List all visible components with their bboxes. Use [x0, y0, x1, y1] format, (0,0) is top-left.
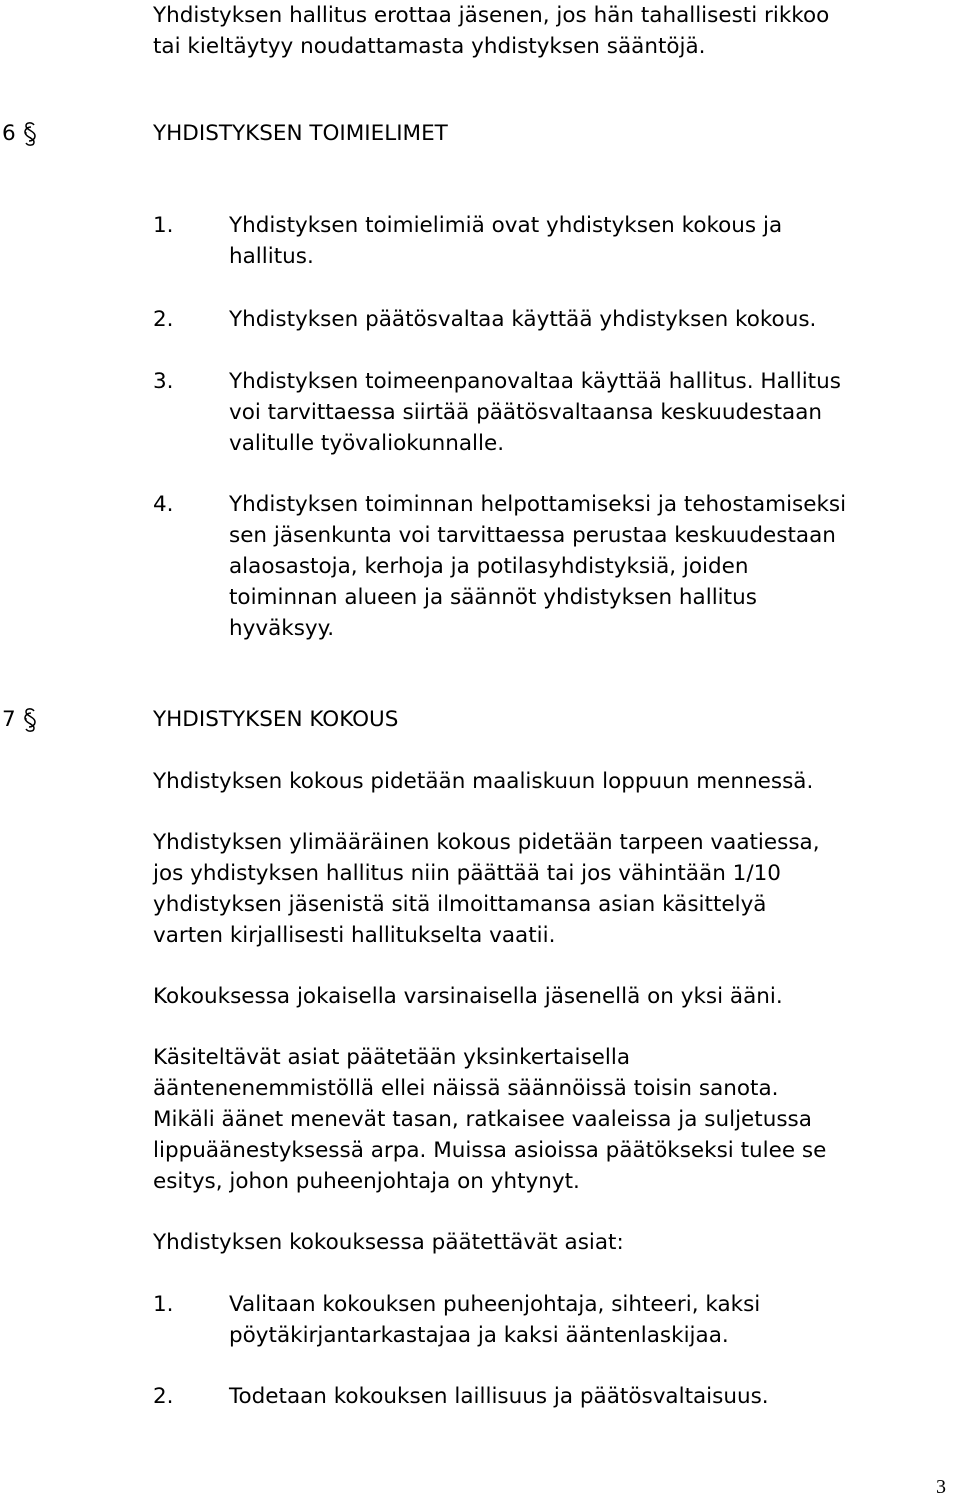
list-item-line: alaosastoja, kerhoja ja potilasyhdistyksiä, joiden [229, 554, 749, 579]
list-item-number: 4. [153, 492, 174, 517]
list-item-number: 2. [153, 1384, 174, 1409]
list-item-line: Yhdistyksen päätösvaltaa käyttää yhdistyksen kokous. [229, 307, 817, 332]
paragraph-line: Yhdistyksen kokouksessa päätettävät asiat: [153, 1230, 624, 1255]
list-item-text [229, 210, 949, 272]
list-item-line: pöytäkirjantarkastajaa ja kaksi ääntenlaskijaa. [229, 1323, 729, 1348]
intro-line: Yhdistyksen hallitus erottaa jäsenen, jos hän tahallisesti rikkoo [153, 3, 830, 28]
paragraph-line: Yhdistyksen ylimääräinen kokous pidetään tarpeen vaatiessa, [153, 830, 820, 855]
list-item-line: Yhdistyksen toimielimiä ovat yhdistyksen kokous ja [229, 213, 783, 238]
list-item-line: hallitus. [229, 244, 314, 269]
list-item-number: 1. [153, 1292, 174, 1317]
page-number: 3 [936, 1476, 946, 1498]
paragraph [153, 827, 943, 951]
list-item-line: Yhdistyksen toiminnan helpottamiseksi ja tehostamiseksi [229, 492, 847, 517]
paragraph-line: lippuäänestyksessä arpa. Muissa asioissa päätökseksi tulee se [153, 1138, 827, 1163]
section-sign-icon [22, 707, 38, 733]
list-item-line: toiminnan alueen ja säännöt yhdistyksen hallitus [229, 585, 757, 610]
paragraph-line: Yhdistyksen kokous pidetään maaliskuun loppuun mennessä. [153, 769, 814, 794]
paragraph [153, 766, 943, 797]
paragraph-line: Kokouksessa jokaisella varsinaisella jäsenellä on yksi ääni. [153, 984, 783, 1009]
paragraph-line: esitys, johon puheenjohtaja on yhtynyt. [153, 1169, 580, 1194]
intro-paragraph [153, 0, 943, 62]
list-item-line: sen jäsenkunta voi tarvittaessa perustaa keskuudestaan [229, 523, 836, 548]
list-item-text [229, 1381, 949, 1412]
list-item-number: 2. [153, 307, 174, 332]
list-item-line: valitulle työvaliokunnalle. [229, 431, 505, 456]
paragraph-line: yhdistyksen jäsenistä sitä ilmoittamansa asian käsittelyä [153, 892, 767, 917]
section-6-title: YHDISTYKSEN TOIMIELIMET [153, 121, 448, 146]
list-item-text [229, 304, 949, 335]
list-item-line: Valitaan kokouksen puheenjohtaja, sihteeri, kaksi [229, 1292, 761, 1317]
paragraph-line: varten kirjallisesti hallitukselta vaatii. [153, 923, 556, 948]
paragraph-line: jos yhdistyksen hallitus niin päättää tai jos vähintään 1/10 [153, 861, 781, 886]
list-item-line: voi tarvittaessa siirtää päätösvaltaansa keskuudestaan [229, 400, 823, 425]
list-item-line: Yhdistyksen toimeenpanovaltaa käyttää hallitus. Hallitus [229, 369, 841, 394]
paragraph [153, 981, 943, 1012]
section-sign-icon [22, 121, 38, 147]
list-item-line: Todetaan kokouksen laillisuus ja päätösvaltaisuus. [229, 1384, 769, 1409]
section-6-number: 6 [2, 121, 16, 146]
list-item-number: 1. [153, 213, 174, 238]
section-7-title: YHDISTYKSEN KOKOUS [153, 707, 399, 732]
list-item-text [229, 1289, 949, 1351]
intro-line: tai kieltäytyy noudattamasta yhdistyksen sääntöjä. [153, 34, 706, 59]
list-item-text [229, 366, 949, 459]
paragraph-line: ääntenenemmistöllä ellei näissä säännöissä toisin sanota. [153, 1076, 779, 1101]
paragraph [153, 1227, 943, 1258]
list-item-line: hyväksyy. [229, 616, 335, 641]
paragraph-line: Käsiteltävät asiat päätetään yksinkertaisella [153, 1045, 631, 1070]
paragraph-line: Mikäli äänet menevät tasan, ratkaisee vaaleissa ja suljetussa [153, 1107, 812, 1132]
section-7-number: 7 [2, 707, 16, 732]
paragraph [153, 1042, 943, 1197]
list-item-number: 3. [153, 369, 174, 394]
list-item-text [229, 489, 949, 644]
